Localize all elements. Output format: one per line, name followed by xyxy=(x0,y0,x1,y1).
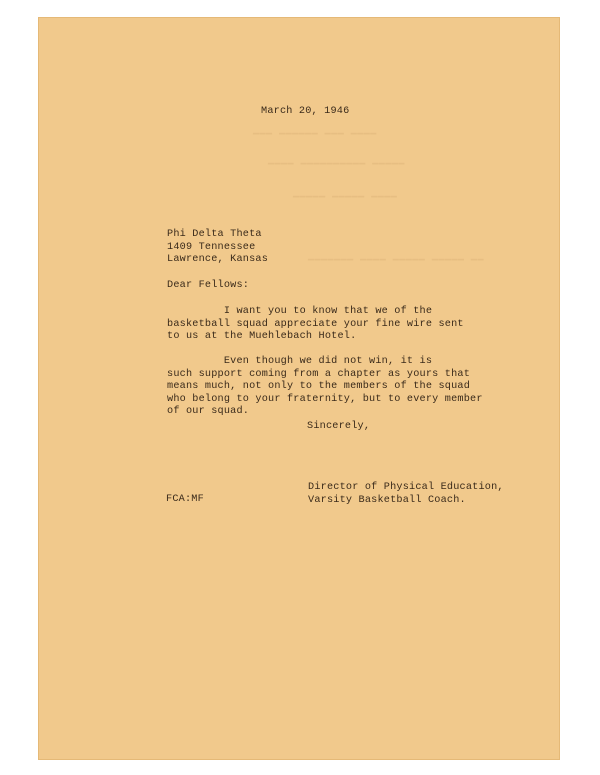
paragraph-line: such support coming from a chapter as yours that xyxy=(167,368,471,380)
bleed-through-mark: ━━━━ ━━━━━━━━━━ ━━━━━ xyxy=(268,160,405,171)
salutation: Dear Fellows: xyxy=(167,280,250,291)
paragraph-line: Even though we did not win, it is xyxy=(223,356,433,367)
bleed-through-mark: ━━━━━━━ ━━━━ ━━━━━ ━━━━━ ━━ xyxy=(308,256,484,267)
letter-paper xyxy=(38,17,560,760)
bleed-through-mark: ━━━ ━━━━━━ ━━━ ━━━━ xyxy=(253,130,377,141)
signature-line: Director of Physical Education, xyxy=(308,482,504,493)
paragraph-line: who belong to your fraternity, but to every member xyxy=(167,393,483,405)
paragraph-line: of our squad. xyxy=(167,406,250,418)
letter-date: March 20, 1946 xyxy=(261,106,350,117)
closing: Sincerely, xyxy=(307,421,371,432)
paragraph-1 xyxy=(167,306,464,344)
recipient-line: Lawrence, Kansas xyxy=(167,254,269,266)
recipient-line: 1409 Tennessee xyxy=(167,241,256,253)
signature-title xyxy=(308,482,504,507)
typist-initials: FCA:MF xyxy=(166,494,204,505)
recipient-line: Phi Delta Theta xyxy=(167,229,262,240)
signature-line: Varsity Basketball Coach. xyxy=(308,494,466,506)
bleed-through-mark: ━━━━━ ━━━━━ ━━━━ xyxy=(293,193,398,204)
recipient-address xyxy=(167,229,268,267)
paragraph-line: to us at the Muehlebach Hotel. xyxy=(167,331,357,343)
paragraph-line: I want you to know that we of the xyxy=(223,306,433,317)
paragraph-line: basketball squad appreciate your fine wire sent xyxy=(167,318,464,330)
paragraph-line: means much, not only to the members of the squad xyxy=(167,381,471,393)
paragraph-2 xyxy=(167,356,483,419)
